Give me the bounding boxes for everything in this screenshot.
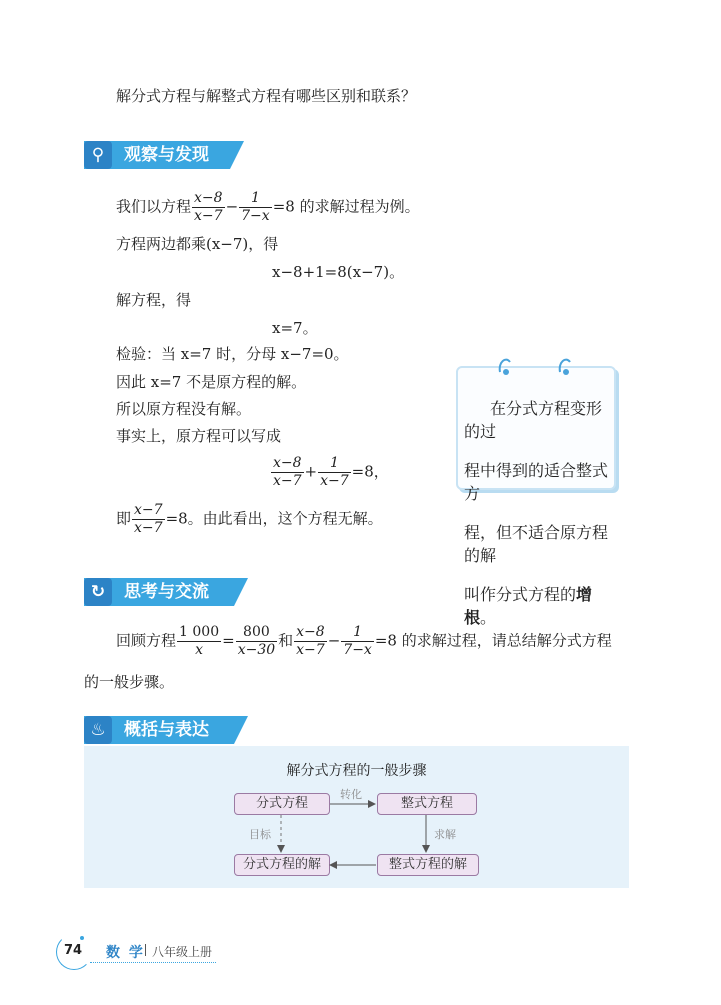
fraction: $\frac{1}{x-7}$ — [320, 455, 349, 489]
summary-box — [84, 746, 629, 888]
page-dot — [80, 936, 84, 940]
fraction: $\frac{x-8}{x-7}$ — [273, 455, 302, 489]
label-transform: 转化 — [340, 788, 362, 801]
footer-rule — [90, 962, 216, 963]
observe-line-9: 事实上，原方程可以写成 — [116, 427, 282, 445]
fraction: $\frac{1 000}{x}$ — [179, 624, 220, 658]
observe-line-5: x=7。 — [272, 319, 318, 337]
fraction: $\frac{x-8}{x-7}$ — [296, 624, 325, 658]
footer-divider — [145, 944, 146, 956]
label-solve: 求解 — [434, 828, 456, 841]
magnifier-icon: ⚲ — [84, 141, 112, 169]
node-polynomial-equation: 整式方程 — [377, 793, 477, 815]
page-number: 74 — [64, 943, 83, 958]
fraction: $\frac{x-7}{x-7}$ — [134, 502, 163, 536]
note-card — [456, 354, 618, 627]
observe-line-7: 因此 x=7 不是原方程的解。 — [116, 373, 307, 391]
observe-line-11: 即 $\frac{x-7}{x-7}$ =8。由此看出，这个方程无解。 — [116, 502, 383, 536]
note-text: 在分式方程变形的过 程中得到的适合整式方 程，但不适合原方程的解 叫作分式方程的增根。 — [464, 399, 609, 627]
observe-line-2: 方程两边都乘(x−7)，得 — [116, 235, 279, 253]
fraction: $\frac{1}{7-x}$ — [343, 624, 372, 658]
think-icon: ↻ — [84, 578, 112, 606]
summary-title: 解分式方程的一般步骤 — [286, 763, 427, 779]
section-heading-summary — [84, 716, 248, 744]
think-line-2: 的一般步骤。 — [84, 673, 175, 691]
fraction: $\frac{x-8}{x-7}$ — [194, 190, 223, 224]
term-zenggen: 增根 — [464, 585, 593, 627]
grade-label: 八年级上册 — [152, 945, 213, 959]
node-fractional-equation: 分式方程 — [234, 793, 330, 815]
intro-question: 解分式方程与解整式方程有哪些区别和联系？ — [116, 87, 417, 105]
section-heading-observe — [84, 141, 244, 169]
section-title: 思考与交流 — [124, 582, 209, 602]
observe-line-8: 所以原方程没有解。 — [116, 400, 252, 418]
binder-rings-icon — [496, 354, 576, 376]
subject-label: 数 学 — [106, 945, 145, 961]
section-heading-think — [84, 578, 248, 606]
section-title: 观察与发现 — [124, 145, 209, 165]
node-fractional-solution: 分式方程的解 — [234, 854, 330, 876]
think-line-1: 回顾方程 $\frac{1 000}{x}$ = $\frac{800}{x-30}$ 和 $\frac{x-8}{x-7}$ − $\frac{1}{7-x}$ =8 的求解过程，请总结解分式方程 — [116, 624, 612, 658]
observe-line-4: 解方程，得 — [116, 291, 192, 309]
label-target: 目标 — [249, 828, 271, 841]
fraction: $\frac{1}{7-x}$ — [241, 190, 270, 224]
observe-line-6: 检验：当 x=7 时，分母 x−7=0。 — [116, 345, 349, 363]
fraction: $\frac{800}{x-30}$ — [237, 624, 276, 658]
observe-line-1: 我们以方程 $\frac{x-8}{x-7}$ − $\frac{1}{7-x}$ =8 的求解过程为例。 — [116, 190, 420, 224]
observe-line-10: $\frac{x-8}{x-7}$ + $\frac{1}{x-7}$ =8， — [273, 455, 389, 489]
flame-icon: ♨ — [84, 716, 112, 744]
section-title: 概括与表达 — [124, 720, 209, 740]
flow-arrows — [84, 746, 629, 888]
node-polynomial-solution: 整式方程的解 — [377, 854, 479, 876]
observe-line-3: x−8+1=8(x−7)。 — [272, 263, 405, 281]
